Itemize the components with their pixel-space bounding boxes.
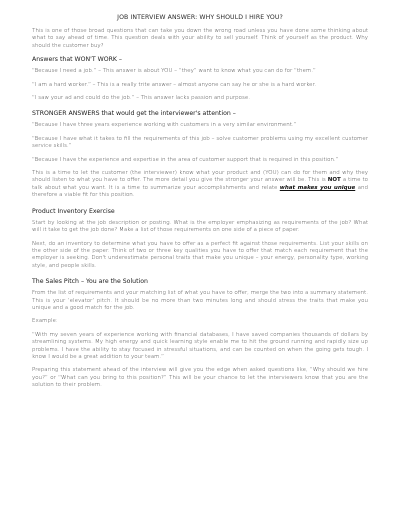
closing-text-c: and therefore a viable fit for this position.: [32, 184, 368, 199]
sales-pitch-paragraph: From the list of requirements and your matching list of what you have to offer, merge the two into a summary statement. This is your ‘elevator’ pitch. It should be no more than two minutes long and should stress the traits that make you unique and a good match for the job.: [32, 290, 368, 311]
wont-work-item-2: “I am a hard worker.” – This is a really trite answer – almost anyone can say he or she is a hard worker.: [32, 81, 317, 88]
stronger-closing-paragraph: [32, 170, 368, 200]
inventory-paragraph-1: Start by looking at the job description or posting. What is the employer emphasizing as requirements of the job? What will it take to get the job done? Make a list of those requirements on one side of a piece of paper.: [32, 219, 368, 234]
wont-work-heading: Answers that WON'T WORK –: [32, 56, 122, 64]
inventory-paragraph-2: Next, do an inventory to determine what you have to offer as a perfect fit against those requirements. List your skills on the other side of the paper. Think of two or three key qualities you have to offer that match each requirement that the employer is seeking. Don't underestimate personal traits that make you unique – your energy, personality type, working style, and people skills.: [32, 240, 368, 269]
stronger-item-2: “Because I have what it takes to fill the requirements of this job – solve customer problems using my excellent customer service skills.”: [32, 135, 368, 150]
stronger-item-1: “Because I have three years experience working with customers in a very similar environment.”: [32, 122, 297, 129]
inventory-heading: Product Inventory Exercise: [32, 207, 115, 215]
intro-paragraph: This is one of those broad questions that can take you down the wrong road unless you have done some thinking about what to say ahead of time. This question deals with your ability to sell yourself. Think of yourself as the product. Why should the customer buy?: [32, 28, 368, 49]
stronger-answers-heading: STRONGER ANSWERS that would get the interviewer's attention –: [32, 110, 236, 118]
stronger-item-3: “Because I have the experience and expertise in the area of customer support that is required in this position.”: [32, 156, 339, 163]
final-paragraph: Preparing this statement ahead of the interview will give you the edge when asked questions like, “Why should we hire you?” or “What can you bring to this position?” This will be your chance to let the interviewers know that you are the solution to their problem.: [32, 367, 368, 389]
wont-work-item-3: “I saw your ad and could do the job.” – This answer lacks passion and purpose.: [32, 95, 251, 102]
document-title: JOB INTERVIEW ANSWER: WHY SHOULD I HIRE YOU?: [117, 14, 283, 21]
closing-not-emphasis: NOT: [327, 177, 341, 184]
wont-work-item-1: “Because I need a job.” – This answer is about YOU – “they” want to know what you can do for “them.”: [32, 68, 316, 75]
sales-pitch-heading: The Sales Pitch – You are the Solution: [32, 278, 148, 286]
example-paragraph: “With my seven years of experience working with financial databases, I have saved companies thousands of dollars by streamlining systems. My high energy and quick learning style enable me to hit the ground running and rapidly size up problems. I have the ability to stay focused in stressful situations, and can be counted on when the going gets tough. I know I would be a great addition to your team.”: [32, 331, 368, 360]
closing-text-a: This is a time to let the customer (the interviewer) know what your product and (YOU) can do for them and why they should listen to what you have to offer. The more detail you give the stronger your answer will be. This is: [32, 170, 368, 184]
example-label: Example:: [32, 318, 58, 325]
closing-text-b: a time to talk about what you want. It is a time to summarize your accomplishments and relate: [32, 177, 368, 191]
closing-unique-emphasis: what makes you unique: [279, 184, 356, 191]
